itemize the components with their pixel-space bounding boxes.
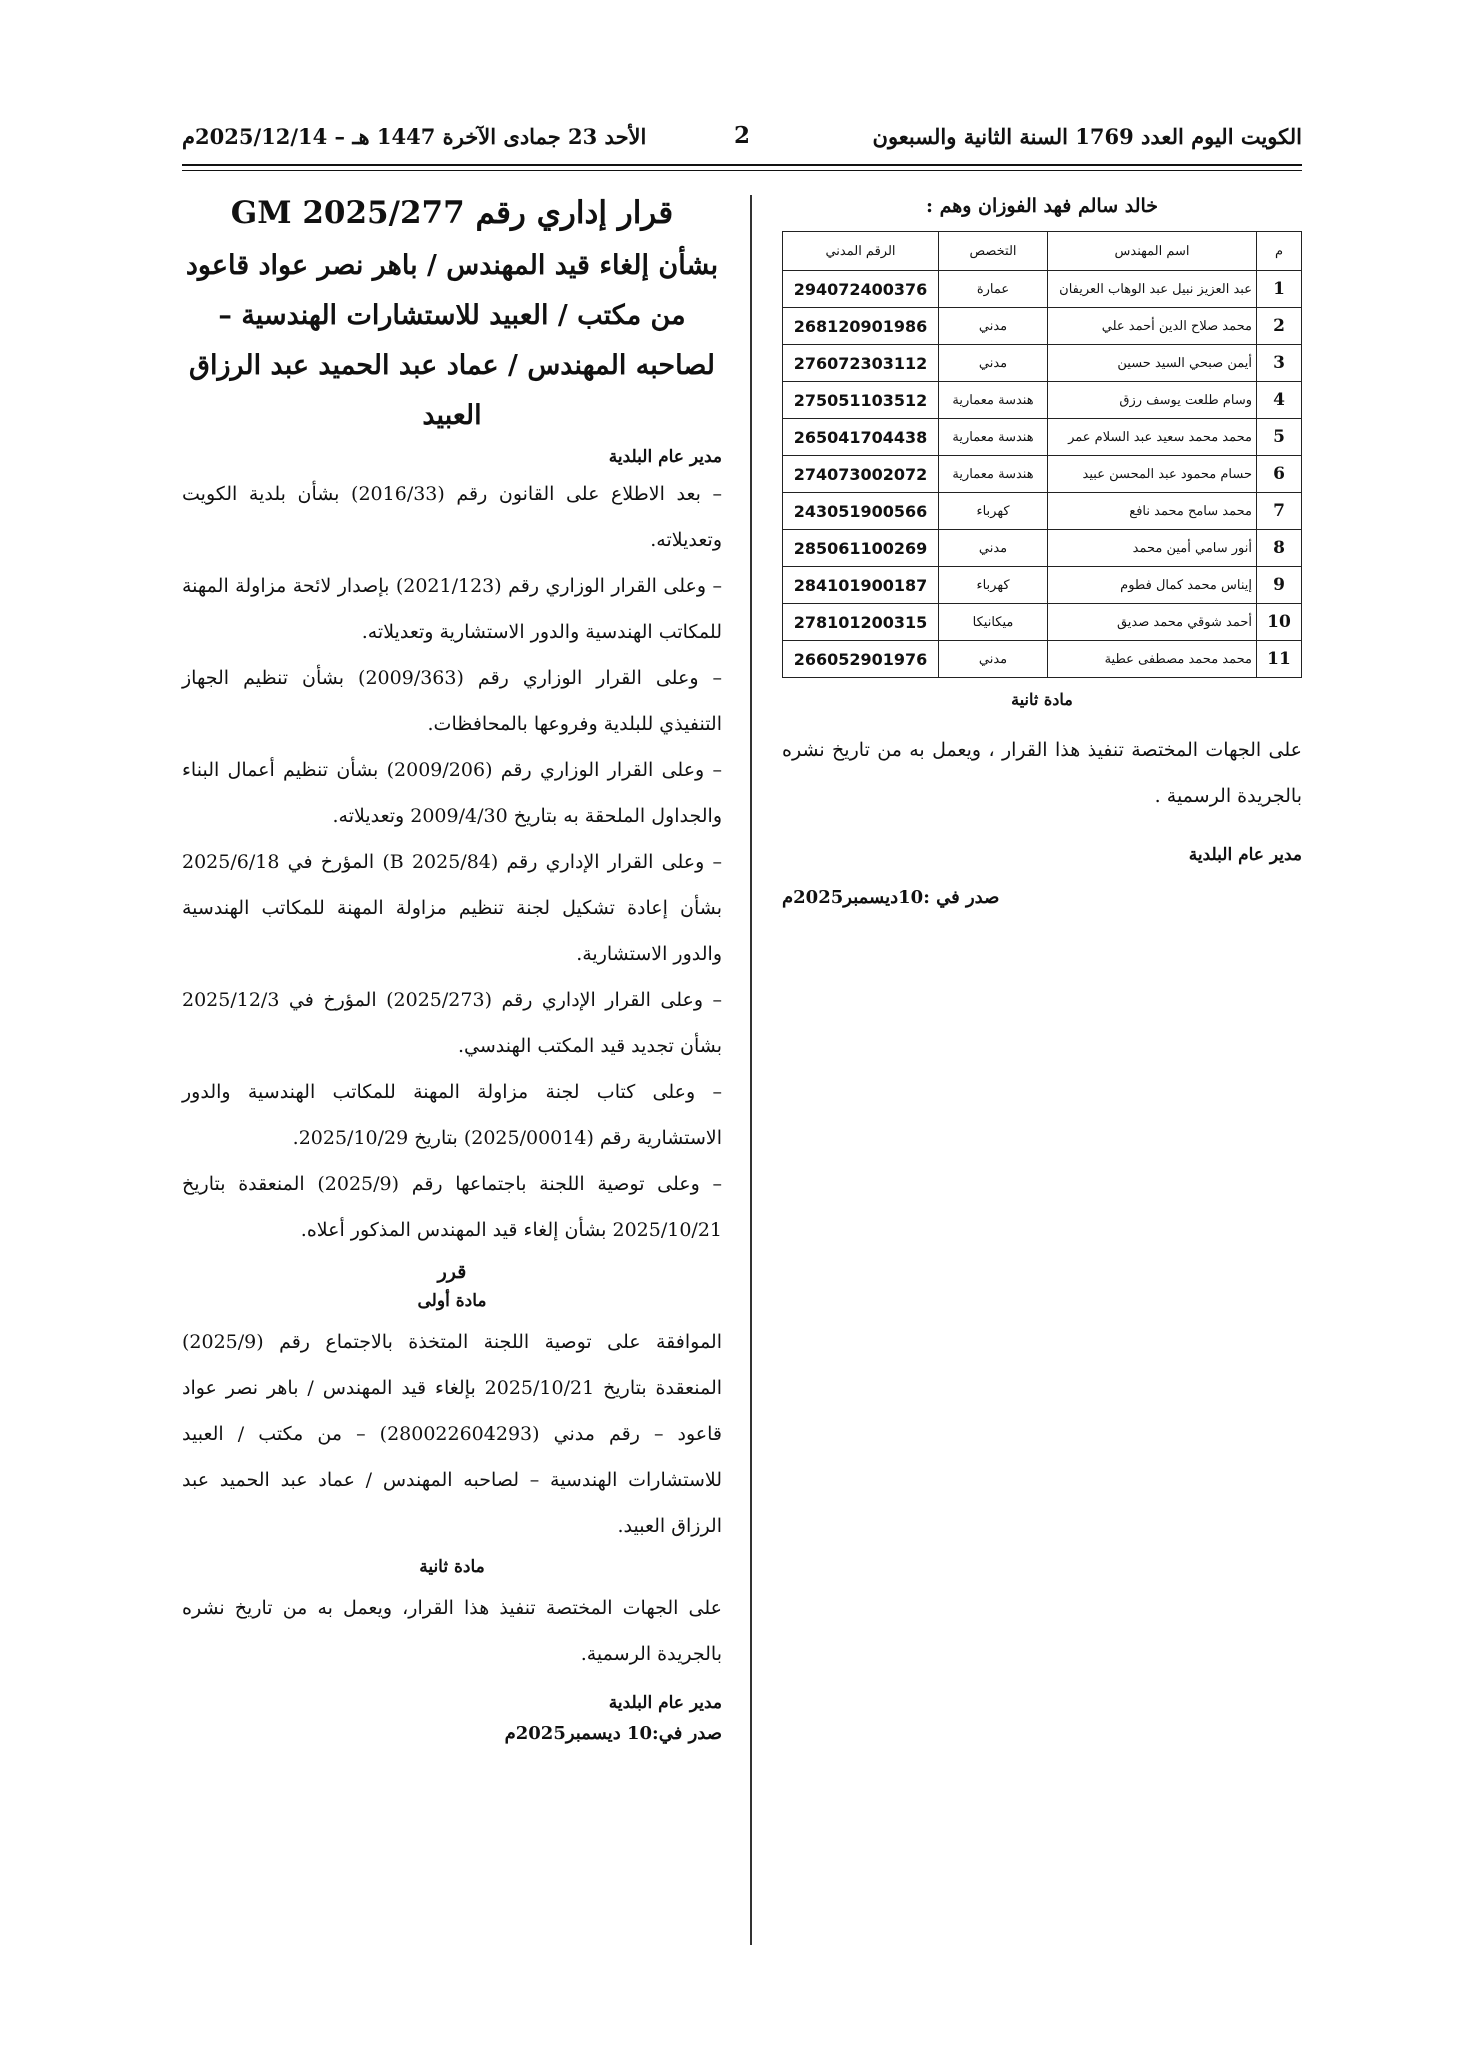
civil-id: 278101200315 <box>783 604 939 641</box>
page-number: 2 <box>733 122 750 149</box>
engineer-name: وسام طلعت يوسف رزق <box>1048 382 1257 419</box>
engineer-name: حسام محمود عبد المحسن عبيد <box>1048 456 1257 493</box>
specialty: مدني <box>939 641 1048 678</box>
row-number: 5 <box>1257 419 1302 456</box>
specialty: مدني <box>939 530 1048 567</box>
article-1-text: الموافقة على توصية اللجنة المتخذة بالاجتماع رقم (2025/9) المنعقدة بتاريخ 2025/10/21 بإلغاء قيد المهندس / باهر نصر عواد قاعود – رقم مدني (280022604293) – من مكتب / العبيد للاستشارات الهندسية – لصاحبه المهندس / عماد عبد الحميد عبد الرزاق العبيد. <box>182 1331 723 1537</box>
engineer-name: محمد محمد سعيد عبد السلام عمر <box>1048 419 1257 456</box>
col-header-name: اسم المهندس <box>1048 232 1257 271</box>
engineer-name: محمد محمد مصطفى عطية <box>1048 641 1257 678</box>
engineer-name: محمد سامح محمد نافع <box>1048 493 1257 530</box>
engineers-column <box>782 195 1302 916</box>
table-row <box>783 530 1302 567</box>
table-header-row <box>783 232 1302 271</box>
table-body <box>783 271 1302 678</box>
row-number: 11 <box>1257 641 1302 678</box>
row-number: 3 <box>1257 345 1302 382</box>
signature: مدير عام البلدية <box>608 1693 722 1713</box>
issue-date: صدر في :10ديسمبر2025م <box>782 887 1000 908</box>
header-rule-thick <box>182 164 1302 166</box>
row-number: 6 <box>1257 456 1302 493</box>
table-row <box>783 493 1302 530</box>
preamble-item: – وعلى القرار الإداري رقم (2025/84 B) المؤرخ في 2025/6/18 بشأن إعادة تشكيل لجنة تنظيم مزاولة المهنة للمكاتب الهندسية والدور الاستشارية. <box>182 851 722 965</box>
page-header <box>182 118 1302 158</box>
civil-id: 276072303112 <box>783 345 939 382</box>
table-row <box>783 419 1302 456</box>
civil-id: 284101900187 <box>783 567 939 604</box>
table-row <box>783 382 1302 419</box>
decision-column <box>182 195 722 1752</box>
table-row <box>783 271 1302 308</box>
civil-id: 266052901976 <box>783 641 939 678</box>
row-number: 7 <box>1257 493 1302 530</box>
specialty: كهرباء <box>939 493 1048 530</box>
article-2-text: على الجهات المختصة تنفيذ هذا القرار، ويعمل به من تاريخ نشره بالجريدة الرسمية. <box>182 1597 722 1665</box>
engineer-name: عبد العزيز نبيل عبد الوهاب العريفان <box>1048 271 1257 308</box>
row-number: 8 <box>1257 530 1302 567</box>
table-row <box>783 641 1302 678</box>
specialty: كهرباء <box>939 567 1048 604</box>
article-1-title: مادة أولى <box>417 1291 487 1311</box>
preamble-item: – وعلى القرار الوزاري رقم (2021/123) بإصدار لائحة مزاولة المهنة للمكاتب الهندسية والدور الاستشارية وتعديلاته. <box>182 575 722 643</box>
row-number: 2 <box>1257 308 1302 345</box>
row-number: 4 <box>1257 382 1302 419</box>
civil-id: 275051103512 <box>783 382 939 419</box>
gazette-issue-info: الكويت اليوم العدد 1769 السنة الثانية والسبعون <box>872 124 1302 149</box>
civil-id: 265041704438 <box>783 419 939 456</box>
header-rule-thin <box>182 170 1302 171</box>
issue-date: صدر في:10 ديسمبر2025م <box>504 1723 722 1744</box>
preamble-item: – بعد الاطلاع على القانون رقم (2016/33) بشأن بلدية الكويت وتعديلاته. <box>182 483 722 551</box>
civil-id: 268120901986 <box>783 308 939 345</box>
signature: مدير عام البلدية <box>1188 845 1302 865</box>
issuer: مدير عام البلدية <box>608 447 722 467</box>
civil-id: 294072400376 <box>783 271 939 308</box>
table-row <box>783 345 1302 382</box>
gazette-date: الأحد 23 جمادى الآخرة 1447 هـ – 2025/12/14م <box>182 124 647 149</box>
table-row <box>783 308 1302 345</box>
article-2-title: مادة ثانية <box>419 1557 485 1577</box>
decision-title: قرار إداري رقم 2025/277 GM <box>230 195 674 231</box>
col-header-civil-id: الرقم المدني <box>783 232 939 271</box>
decree-word: قرر <box>437 1261 467 1283</box>
engineer-name: إيناس محمد كمال فطوم <box>1048 567 1257 604</box>
specialty: ميكانيكا <box>939 604 1048 641</box>
engineer-name: أيمن صبحي السيد حسين <box>1048 345 1257 382</box>
civil-id: 243051900566 <box>783 493 939 530</box>
row-number: 10 <box>1257 604 1302 641</box>
table-row <box>783 567 1302 604</box>
table-row <box>783 604 1302 641</box>
civil-id: 285061100269 <box>783 530 939 567</box>
engineers-table <box>782 231 1302 678</box>
preamble-item: – وعلى القرار الوزاري رقم (2009/206) بشأن تنظيم أعمال البناء والجداول الملحقة به بتاريخ 2009/4/30 وتعديلاته. <box>182 759 723 827</box>
table-intro: خالد سالم فهد الفوزان وهم : <box>925 195 1159 217</box>
engineer-name: أنور سامي أمين محمد <box>1048 530 1257 567</box>
specialty: عمارة <box>939 271 1048 308</box>
preamble-item: – وعلى القرار الوزاري رقم (2009/363) بشأن تنظيم الجهاز التنفيذي للبلدية وفروعها بالمحافظات. <box>182 667 722 735</box>
row-number: 9 <box>1257 567 1302 604</box>
specialty: مدني <box>939 308 1048 345</box>
decision-subject: بشأن إلغاء قيد المهندس / باهر نصر عواد قاعود من مكتب / العبيد للاستشارات الهندسية – لصاحبه المهندس / عماد عبد الحميد عبد الرزاق العبيد <box>185 250 719 431</box>
specialty: هندسة معمارية <box>939 382 1048 419</box>
table-row <box>783 456 1302 493</box>
preamble-item: – وعلى كتاب لجنة مزاولة المهنة للمكاتب الهندسية والدور الاستشارية رقم (2025/00014) بتاريخ 2025/10/29. <box>182 1081 722 1149</box>
specialty: هندسة معمارية <box>939 456 1048 493</box>
engineer-name: أحمد شوقي محمد صديق <box>1048 604 1257 641</box>
preamble-item: – وعلى القرار الإداري رقم (2025/273) المؤرخ في 2025/12/3 بشأن تجديد قيد المكتب الهندسي. <box>182 989 723 1057</box>
article-2-text: على الجهات المختصة تنفيذ هذا القرار ، ويعمل به من تاريخ نشره بالجريدة الرسمية . <box>782 739 1302 807</box>
row-number: 1 <box>1257 271 1302 308</box>
column-divider <box>750 195 752 1945</box>
preamble-item: – وعلى توصية اللجنة باجتماعها رقم (2025/9) المنعقدة بتاريخ 2025/10/21 بشأن إلغاء قيد المهندس المذكور أعلاه. <box>182 1173 722 1241</box>
article-2-title: مادة ثانية <box>1011 690 1073 709</box>
engineer-name: محمد صلاح الدين أحمد علي <box>1048 308 1257 345</box>
specialty: مدني <box>939 345 1048 382</box>
civil-id: 274073002072 <box>783 456 939 493</box>
col-header-number: م <box>1257 232 1302 271</box>
col-header-specialty: التخصص <box>939 232 1048 271</box>
specialty: هندسة معمارية <box>939 419 1048 456</box>
